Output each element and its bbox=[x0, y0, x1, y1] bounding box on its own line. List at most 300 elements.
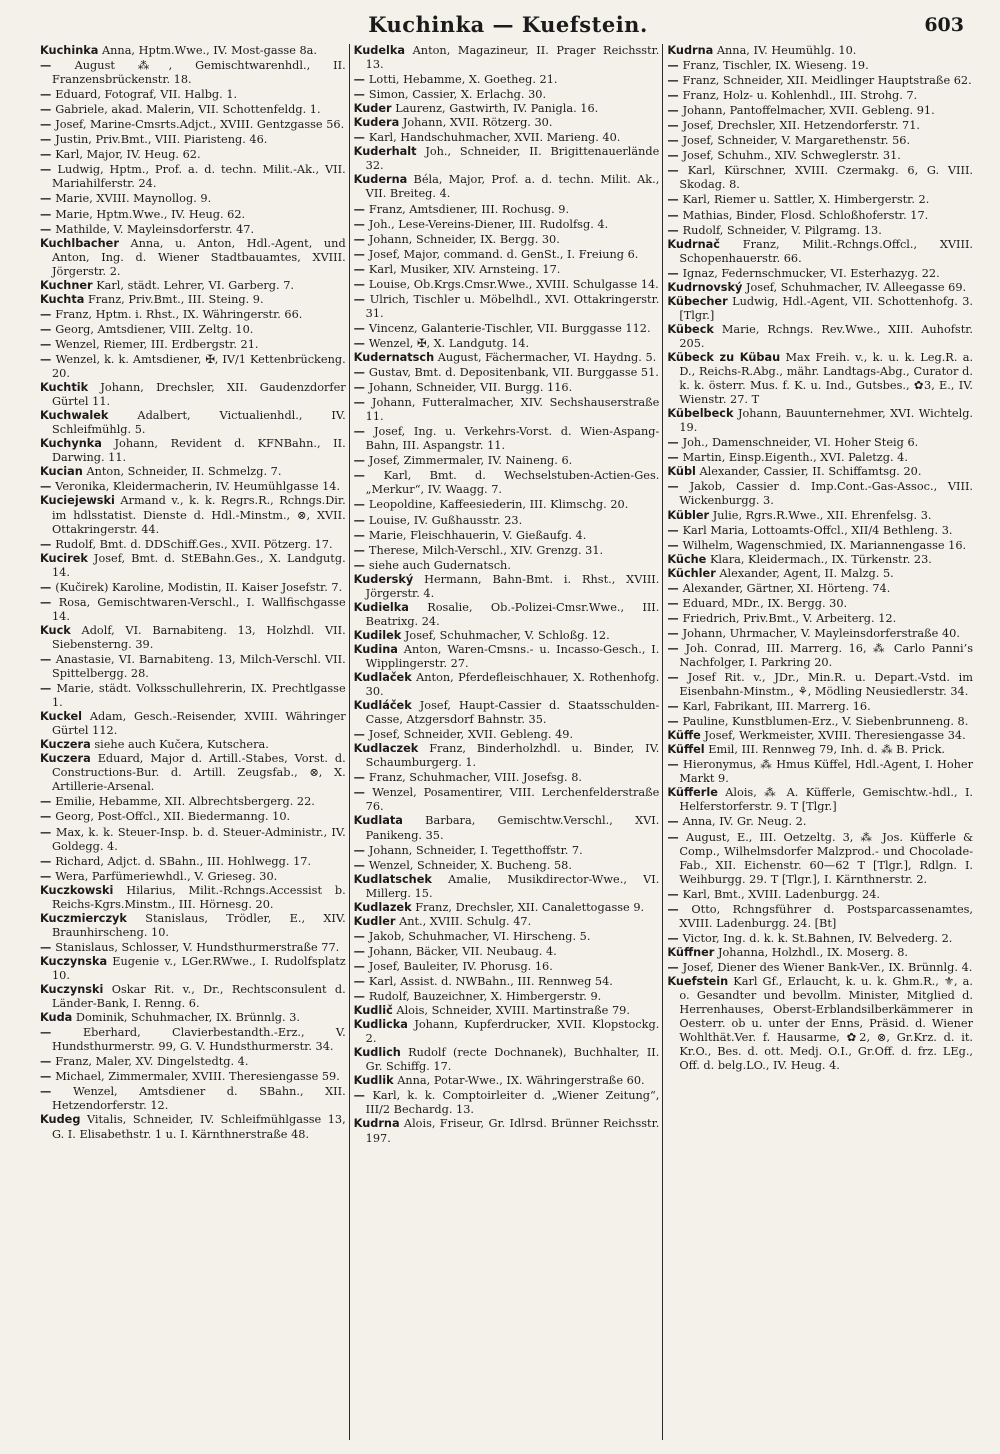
directory-entry bbox=[354, 395, 660, 424]
directory-entry bbox=[40, 552, 346, 580]
entry-details: Josef, Major, command. d. GenSt., I. Freiung 6. bbox=[368, 247, 639, 261]
directory-entry bbox=[354, 543, 660, 558]
entry-surname: Kudlata bbox=[353, 814, 403, 828]
entry-continuation-dash: — bbox=[353, 727, 369, 742]
directory-entry bbox=[667, 465, 973, 479]
directory-entry bbox=[667, 902, 973, 931]
entry-surname: Kuczera bbox=[40, 738, 91, 752]
entry-surname: Kudler bbox=[353, 914, 396, 928]
entry-details: Johann, Pantoffelmacher, XVII. Gebleng. 91. bbox=[682, 104, 935, 118]
entry-details: Marie, Fleischhauerin, V. Gießaufg. 4. bbox=[368, 528, 587, 542]
entry-details: siehe auch Gudernatsch. bbox=[368, 558, 511, 572]
entry-continuation-dash: — bbox=[667, 192, 683, 207]
entry-details: Franz, Maler, XV. Dingelstedtg. 4. bbox=[55, 1055, 249, 1069]
entry-details: Josef, Bmt. d. StEBahn.Ges., X. Landgutg. 14. bbox=[52, 551, 346, 579]
entry-surname: Kuck bbox=[40, 623, 71, 637]
entry-surname: Kudrnovský bbox=[667, 280, 743, 294]
directory-entry bbox=[40, 465, 346, 479]
directory-entry bbox=[354, 365, 660, 380]
entry-details: Josef, Werkmeister, XVIII. Theresiengasse 34. bbox=[704, 729, 966, 743]
entry-details: Johanna, Holzhdl., IX. Moserg. 8. bbox=[717, 945, 909, 959]
entry-details: Karl Gf., Erlaucht, k. u. k. Ghm.R., ⚜, a. o. Gesandter und bevollm. Minister, Mitglied d. Herrenhauses, Oberst-Erblandsilberkämmerer in Oesterr. ob u. unter der Enns, Präsid. d. Wiener Wohlthät.Ver. f. Hausarme, ✿2, ⊗, Gr.Krz. d. it. Kr.O., Bes. d. ott. Medj. O.I., Gr.Off. d. frz. LEg., Off. d. belg.LO., IV. Heug. 4. bbox=[679, 975, 974, 1073]
entry-details: Johann, Kupferdrucker, XVII. Klopstockg. 2. bbox=[365, 1018, 660, 1046]
entry-surname: Kudilek bbox=[353, 628, 402, 642]
directory-entry bbox=[354, 944, 660, 959]
directory-entry bbox=[667, 266, 973, 281]
entry-details: Wilhelm, Wagenschmied, IX. Mariannengasse 16. bbox=[682, 538, 967, 552]
directory-entry bbox=[354, 1117, 660, 1145]
entry-details: Adolf, VI. Barnabiteng. 13, Holzhdl. VII. Siebensterng. 39. bbox=[52, 623, 346, 651]
directory-entry bbox=[40, 437, 346, 465]
directory-entry bbox=[667, 73, 973, 88]
entry-details: Anna, IV. Heumühlg. 10. bbox=[716, 44, 857, 57]
entry-surname: Kudrna bbox=[667, 44, 714, 57]
entry-continuation-dash: — bbox=[667, 265, 683, 280]
entry-continuation-dash: — bbox=[40, 536, 56, 551]
directory-entry bbox=[667, 223, 973, 238]
directory-entry bbox=[354, 424, 660, 453]
directory-entry bbox=[667, 281, 973, 295]
entry-continuation-dash: — bbox=[40, 306, 56, 321]
entry-continuation-dash: — bbox=[667, 522, 683, 537]
entry-continuation-dash: — bbox=[667, 148, 683, 163]
directory-entry bbox=[354, 513, 660, 528]
directory-entry bbox=[354, 351, 660, 365]
directory-entry bbox=[40, 191, 346, 206]
entry-surname: Kübeck zu Kübau bbox=[667, 350, 781, 364]
entry-details: Amalie, Musikdirector-Wwe., VI. Millerg. 15. bbox=[365, 872, 660, 900]
entry-surname: Kübler bbox=[667, 508, 710, 522]
entry-continuation-dash: — bbox=[40, 117, 56, 132]
entry-continuation-dash: — bbox=[40, 809, 56, 824]
entry-details: Johann, Drechsler, XII. Gaudenzdorfer Gürtel 11. bbox=[52, 381, 346, 409]
entry-details: Vitalis, Schneider, IV. Schleifmühlgasse 13, G. I. Elisabethstr. 1 u. I. Kärnthnerstraße 48. bbox=[52, 1113, 346, 1141]
entry-surname: Küchler bbox=[667, 566, 716, 580]
entry-continuation-dash: — bbox=[353, 943, 369, 958]
entry-details: Laurenz, Gastwirth, IV. Panigla. 16. bbox=[395, 102, 599, 116]
directory-entry bbox=[354, 380, 660, 395]
directory-entry bbox=[667, 931, 973, 946]
directory-entry bbox=[40, 681, 346, 710]
entry-continuation-dash: — bbox=[667, 829, 687, 844]
directory-entry bbox=[354, 643, 660, 671]
entry-continuation-dash: — bbox=[353, 785, 373, 800]
entry-continuation-dash: — bbox=[667, 435, 683, 450]
entry-continuation-dash: — bbox=[40, 479, 56, 494]
directory-entry bbox=[40, 825, 346, 854]
entry-surname: Kudlicka bbox=[353, 1018, 408, 1032]
directory-entry bbox=[40, 1084, 346, 1113]
entry-continuation-dash: — bbox=[353, 320, 369, 335]
directory-entry bbox=[354, 1074, 660, 1088]
entry-continuation-dash: — bbox=[353, 72, 369, 87]
directory-entry bbox=[40, 854, 346, 869]
directory-entry bbox=[40, 117, 346, 132]
entry-details: Eberhard, Clavierbestandth.-Erz., V. Hundsthurmerstr. 99, G. V. Hundsthurmerstr. 34. bbox=[52, 1026, 346, 1054]
directory-entry bbox=[354, 1018, 660, 1046]
directory-entry bbox=[40, 1069, 346, 1084]
entry-details: Josef, Schuhm., XIV. Schweglerstr. 31. bbox=[682, 149, 901, 163]
entry-details: Friedrich, Priv.Bmt., V. Arbeiterg. 12. bbox=[682, 611, 897, 625]
entry-continuation-dash: — bbox=[353, 395, 372, 410]
entry-details: Karl, Handschuhmacher, XVII. Marieng. 40. bbox=[368, 131, 621, 145]
directory-entry bbox=[354, 217, 660, 232]
entry-continuation-dash: — bbox=[667, 580, 683, 595]
entry-continuation-dash: — bbox=[353, 216, 369, 231]
directory-entry bbox=[667, 238, 973, 266]
directory-entry bbox=[40, 983, 346, 1011]
entry-details: Karl, Assist. d. NWBahn., III. Rennweg 54. bbox=[368, 975, 613, 988]
entry-surname: Kuderský bbox=[353, 572, 414, 586]
directory-entry bbox=[667, 714, 973, 729]
entry-details: Max Freih. v., k. u. k. Leg.R. a. D., Reichs-R.Abg., mähr. Landtags-Abg., Curator d. k. k. österr. Mus. f. K. u. Ind., Gutsbes., ✿3, E., IV. Wienstr. 27. T bbox=[679, 350, 974, 407]
entry-continuation-dash: — bbox=[353, 276, 369, 291]
entry-details: Barbara, Gemischtw.Verschl., XVI. Panikeng. 35. bbox=[365, 814, 660, 842]
entry-surname: Kudina bbox=[353, 642, 398, 656]
directory-entry bbox=[667, 960, 973, 975]
directory-entry bbox=[667, 670, 973, 699]
directory-entry bbox=[354, 262, 660, 277]
entry-details: Joh., Damenschneider, VI. Hoher Steig 6. bbox=[682, 436, 919, 450]
directory-entry bbox=[40, 710, 346, 738]
entry-continuation-dash: — bbox=[353, 453, 369, 468]
entry-details: Adam, Gesch.-Reisender, XVIII. Währinger Gürtel 112. bbox=[52, 710, 346, 738]
entry-details: Franz, Binderholzhdl. u. Binder, IV. Schaumburgerg. 1. bbox=[365, 742, 660, 770]
directory-entry bbox=[40, 1011, 346, 1025]
entry-details: Ludwig, Hdl.-Agent, VII. Schottenhofg. 3. [Tlgr.] bbox=[679, 294, 974, 322]
directory-entry bbox=[667, 509, 973, 523]
entry-continuation-dash: — bbox=[40, 147, 56, 162]
directory-entry bbox=[667, 757, 973, 786]
directory-entry bbox=[667, 44, 973, 58]
directory-entry bbox=[667, 581, 973, 596]
entry-surname: Kudera bbox=[353, 116, 400, 130]
entry-details: Eugenie v., LGer.RWwe., I. Rudolfsplatz 10. bbox=[52, 954, 346, 982]
entry-details: Wenzel, Schneider, X. Bucheng. 58. bbox=[368, 858, 572, 872]
entry-continuation-dash: — bbox=[353, 842, 369, 857]
entry-surname: Kudlik bbox=[353, 1074, 394, 1088]
directory-entry bbox=[40, 940, 346, 955]
entry-details: Louise, IV. Gußhausstr. 23. bbox=[368, 513, 523, 527]
directory-entry bbox=[354, 901, 660, 915]
entry-details: Johann, Futteralmacher, XIV. Sechshauserstraße 11. bbox=[365, 396, 660, 424]
entry-continuation-dash: — bbox=[353, 291, 370, 306]
entry-details: Anna, IV. Gr. Neug. 2. bbox=[682, 815, 807, 829]
directory-entry bbox=[40, 147, 346, 162]
entry-details: Karl, Kürschner, XVIII. Czermakg. 6, G. VIII. Skodag. 8. bbox=[679, 164, 974, 192]
entry-details: Karl, Riemer u. Sattler, X. Himbergerstr. 2. bbox=[682, 193, 930, 207]
entry-surname: Küffel bbox=[667, 743, 705, 757]
entry-details: August ⁂, Gemischtwarenhdl., II. Franzensbrückenstr. 18. bbox=[52, 59, 346, 87]
entry-details: Joh., Lese-Vereins-Diener, III. Rudolfsg. 4. bbox=[368, 217, 609, 231]
entry-details: Josef, Bauleiter, IV. Phorusg. 16. bbox=[368, 959, 553, 973]
entry-surname: Kübecher bbox=[667, 294, 728, 308]
directory-entry bbox=[667, 553, 973, 567]
entry-details: Ignaz, Federnschmucker, VI. Esterhazyg. 22. bbox=[682, 266, 940, 280]
directory-entry bbox=[667, 323, 973, 351]
entry-details: Anna, Potar-Wwe., IX. Währingerstraße 60. bbox=[397, 1074, 645, 1088]
directory-entry bbox=[40, 58, 346, 87]
entry-continuation-dash: — bbox=[40, 681, 57, 696]
entry-details: Julie, Rgrs.R.Wwe., XII. Ehrenfelsg. 3. bbox=[712, 508, 932, 522]
entry-surname: Kuczynski bbox=[40, 983, 104, 997]
entry-continuation-dash: — bbox=[667, 714, 683, 729]
directory-entry bbox=[40, 352, 346, 381]
entry-continuation-dash: — bbox=[40, 336, 56, 351]
entry-surname: Kuczkowski bbox=[40, 883, 114, 897]
entry-surname: Kuckel bbox=[40, 710, 83, 724]
directory-entry bbox=[667, 699, 973, 714]
entry-details: Karl Maria, Lottoamts-Offcl., XII/4 Bethleng. 3. bbox=[682, 523, 953, 537]
entry-details: Johann, XVII. Rötzerg. 30. bbox=[402, 116, 553, 130]
directory-entry bbox=[667, 786, 973, 814]
directory-entry bbox=[667, 729, 973, 743]
entry-continuation-dash: — bbox=[353, 468, 384, 483]
directory-entry bbox=[354, 699, 660, 727]
entry-details: Emil, III. Rennweg 79, Inh. d. ⁂ B. Prick. bbox=[708, 743, 946, 757]
entry-continuation-dash: — bbox=[667, 959, 683, 974]
entry-details: Anastasie, VI. Barnabiteng. 13, Milch-Verschl. VII. Spittelbergg. 28. bbox=[52, 652, 346, 681]
entry-surname: Küfferle bbox=[667, 786, 718, 800]
directory-entry bbox=[667, 407, 973, 435]
directory-entry bbox=[40, 87, 346, 102]
entry-details: Josef, Ing. u. Verkehrs-Vorst. d. Wien-Aspang-Bahn, III. Aspangstr. 11. bbox=[365, 425, 660, 453]
entry-continuation-dash: — bbox=[667, 901, 692, 916]
directory-entry bbox=[667, 626, 973, 641]
directory-entry bbox=[40, 1054, 346, 1069]
entry-continuation-dash: — bbox=[667, 814, 683, 829]
directory-entry bbox=[354, 102, 660, 116]
entry-details: Karl, städt. Lehrer, VI. Garberg. 7. bbox=[96, 278, 294, 292]
entry-surname: Kudlaček bbox=[353, 671, 412, 685]
entry-continuation-dash: — bbox=[353, 246, 369, 261]
entry-details: Franz, Tischler, IX. Wieseng. 19. bbox=[682, 59, 869, 73]
directory-entry bbox=[40, 537, 346, 552]
entry-details: Eduard, MDr., IX. Bergg. 30. bbox=[682, 596, 848, 610]
entry-continuation-dash: — bbox=[353, 557, 369, 572]
directory-entry bbox=[667, 479, 973, 508]
entry-details: Louise, Ob.Krgs.Cmsr.Wwe., XVIII. Schulgasse 14. bbox=[368, 277, 659, 291]
column-left bbox=[40, 44, 349, 1440]
entry-details: Otto, Rchngsführer d. Postsparcassenamtes, XVIII. Ladenburgg. 24. [Bt] bbox=[679, 902, 974, 930]
entry-details: Josef, Drechsler, XII. Hetzendorferstr. 71. bbox=[682, 119, 921, 133]
entry-details: Alexander, Cassier, II. Schiffamtsg. 20. bbox=[699, 465, 922, 479]
entry-details: Pauline, Kunstblumen-Erz., V. Siebenbrunneng. 8. bbox=[682, 715, 969, 729]
entry-details: Therese, Milch-Verschl., XIV. Grenzg. 31. bbox=[368, 543, 604, 557]
directory-entry bbox=[40, 794, 346, 809]
entry-continuation-dash: — bbox=[353, 424, 374, 439]
entry-continuation-dash: — bbox=[667, 479, 690, 494]
entry-details: Hilarius, Milit.-Rchngs.Accessist b. Reichs-Kgrs.Minstm., III. Hörnesg. 20. bbox=[52, 883, 346, 911]
entry-surname: Kuciejewski bbox=[40, 494, 115, 508]
entry-continuation-dash: — bbox=[667, 610, 683, 625]
directory-entry bbox=[354, 1046, 660, 1074]
entry-continuation-dash: — bbox=[40, 579, 56, 594]
entry-details: Vincenz, Galanterie-Tischler, VII. Burggasse 112. bbox=[368, 321, 651, 335]
directory-entry bbox=[354, 814, 660, 842]
entry-details: Martin, Einsp.Eigenth., XVI. Paletzg. 4. bbox=[682, 451, 908, 465]
directory-entry bbox=[40, 162, 346, 191]
entry-continuation-dash: — bbox=[40, 651, 56, 666]
entry-surname: Kudláček bbox=[353, 699, 412, 713]
directory-entry bbox=[40, 580, 346, 595]
entry-continuation-dash: — bbox=[667, 88, 683, 103]
entry-details: Anton, Waren-Cmsns.- u. Incasso-Gesch., I. Wipplingerstr. 27. bbox=[365, 642, 660, 670]
directory-entry bbox=[40, 884, 346, 912]
directory-entry bbox=[40, 809, 346, 824]
entry-continuation-dash: — bbox=[353, 928, 369, 943]
entry-continuation-dash: — bbox=[667, 207, 683, 222]
entry-continuation-dash: — bbox=[667, 118, 683, 133]
directory-entry bbox=[40, 955, 346, 983]
entry-details: Josef, Haupt-Cassier d. Staatsschulden-Casse, Atzgersdorf Bahnstr. 35. bbox=[365, 699, 660, 727]
directory-entry bbox=[40, 479, 346, 494]
entry-surname: Kübeck bbox=[667, 322, 714, 336]
entry-details: Anton, Pferdefleischhauer, X. Rothenhofg. 30. bbox=[365, 671, 660, 699]
entry-continuation-dash: — bbox=[40, 58, 75, 73]
entry-surname: Kuchynka bbox=[40, 437, 102, 451]
directory-entry bbox=[667, 192, 973, 207]
entry-details: Rudolf (recte Dochnanek), Buchhalter, II. Gr. Schiffg. 17. bbox=[365, 1046, 660, 1074]
entry-surname: Kudlazek bbox=[353, 900, 412, 914]
directory-entry bbox=[40, 337, 346, 352]
directory-entry bbox=[40, 207, 346, 222]
entry-surname: Kuchinka bbox=[40, 44, 99, 57]
entry-surname: Kuczera bbox=[40, 752, 91, 766]
entry-details: Rudolf, Bmt. d. DDSchiff.Ges., XVII. Pötzerg. 17. bbox=[55, 537, 333, 551]
entry-surname: Kuefstein bbox=[667, 975, 729, 988]
entry-details: Franz, Milit.-Rchngs.Offcl., XVIII. Schopenhauerstr. 66. bbox=[679, 237, 974, 265]
entry-details: Johann, Schneider, I. Tegetthoffstr. 7. bbox=[368, 843, 583, 857]
entry-surname: Kuderhalt bbox=[353, 145, 417, 159]
directory-entry bbox=[354, 671, 660, 699]
directory-entry bbox=[40, 409, 346, 437]
entry-details: Franz, Drechsler, XII. Canalettogasse 9. bbox=[415, 900, 645, 914]
entry-details: Franz, Schneider, XII. Meidlinger Hauptstraße 62. bbox=[682, 74, 972, 88]
entry-details: Joh. Conrad, III. Marrerg. 16, ⁂ Carlo Panni’s Nachfolger, I. Parkring 20. bbox=[679, 641, 974, 669]
entry-details: Karl, Bmt., XVIII. Ladenburgg. 24. bbox=[682, 887, 880, 901]
directory-entry bbox=[354, 873, 660, 901]
entry-continuation-dash: — bbox=[667, 640, 686, 655]
directory-entry bbox=[354, 959, 660, 974]
directory-entry bbox=[354, 336, 660, 351]
directory-entry bbox=[354, 1088, 660, 1117]
directory-entry bbox=[40, 102, 346, 117]
entry-continuation-dash: — bbox=[353, 87, 369, 102]
entry-continuation-dash: — bbox=[353, 857, 369, 872]
entry-details: Joh., Schneider, II. Brigittenauerlände 32. bbox=[365, 145, 660, 173]
directory-entry bbox=[40, 293, 346, 307]
entry-details: Ulrich, Tischler u. Möbelhdl., XVI. Ottakringerstr. 31. bbox=[365, 292, 660, 320]
directory-entry bbox=[354, 785, 660, 814]
entry-details: Johann, Uhrmacher, V. Mayleinsdorferstraße 40. bbox=[682, 626, 960, 640]
directory-entry bbox=[354, 528, 660, 543]
entry-details: Georg, Amtsdiener, VIII. Zeltg. 10. bbox=[55, 322, 254, 336]
directory-entry bbox=[354, 130, 660, 145]
directory-entry bbox=[40, 132, 346, 147]
entry-details: Johann, Bäcker, VII. Neubaug. 4. bbox=[368, 944, 557, 958]
entry-details: August, Fächermacher, VI. Haydng. 5. bbox=[437, 350, 657, 364]
entry-continuation-dash: — bbox=[667, 103, 683, 118]
entry-surname: Kudrna bbox=[353, 1117, 400, 1131]
entry-continuation-dash: — bbox=[353, 527, 369, 542]
entry-details: Franz, Holz- u. Kohlenhdl., III. Strohg. 7. bbox=[682, 89, 918, 103]
directory-entry bbox=[354, 87, 660, 102]
entry-continuation-dash: — bbox=[40, 853, 56, 868]
entry-details: Dominik, Schuhmacher, IX. Brünnlg. 3. bbox=[75, 1011, 300, 1025]
entry-surname: Kuchner bbox=[40, 278, 93, 292]
entry-continuation-dash: — bbox=[40, 1069, 56, 1084]
directory-entry bbox=[40, 1025, 346, 1054]
directory-entry bbox=[354, 321, 660, 336]
entry-continuation-dash: — bbox=[40, 132, 56, 147]
directory-entry bbox=[354, 843, 660, 858]
entry-continuation-dash: — bbox=[667, 886, 683, 901]
entry-details: Victor, Ing. d. k. k. St.Bahnen, IV. Belvederg. 2. bbox=[682, 931, 953, 945]
entry-continuation-dash: — bbox=[667, 537, 683, 552]
running-head-title: Kuchinka — Kuefstein. bbox=[368, 12, 648, 37]
entry-details: Franz, Priv.Bmt., III. Steing. 9. bbox=[87, 292, 264, 306]
entry-details: Karl, Bmt. d. Wechselstuben-Actien-Ges. „Merkur“, IV. Waagg. 7. bbox=[365, 469, 660, 497]
directory-entry bbox=[667, 450, 973, 465]
entry-details: Josef, Schuhmacher, IV. Alleegasse 69. bbox=[745, 280, 967, 294]
entry-details: (Kučirek) Karoline, Modistin, II. Kaiser Josefstr. 7. bbox=[55, 580, 343, 594]
entry-surname: Kübl bbox=[667, 465, 696, 479]
entry-continuation-dash: — bbox=[353, 512, 369, 527]
directory-entry bbox=[354, 44, 660, 72]
entry-details: Justin, Priv.Bmt., VIII. Piaristeng. 46. bbox=[55, 133, 268, 147]
entry-continuation-dash: — bbox=[353, 261, 369, 276]
entry-surname: Küffner bbox=[667, 945, 715, 959]
entry-details: Emilie, Hebamme, XII. Albrechtsbergerg. 22. bbox=[55, 795, 315, 809]
entry-continuation-dash: — bbox=[40, 1054, 56, 1069]
directory-entry bbox=[354, 497, 660, 512]
entry-surname: Kucian bbox=[40, 465, 83, 479]
directory-entry bbox=[667, 743, 973, 757]
directory-entry bbox=[667, 351, 973, 407]
entry-surname: Kuder bbox=[353, 102, 392, 116]
entry-continuation-dash: — bbox=[353, 497, 369, 512]
directory-entry bbox=[667, 118, 973, 133]
entry-details: siehe auch Kučera, Kutschera. bbox=[94, 738, 269, 752]
directory-entry bbox=[667, 641, 973, 670]
entry-continuation-dash: — bbox=[40, 87, 56, 102]
directory-entry bbox=[354, 453, 660, 468]
entry-details: Alois, Schneider, XVIII. Martinstraße 79. bbox=[396, 1004, 630, 1018]
directory-entry bbox=[667, 814, 973, 829]
directory-entry bbox=[667, 148, 973, 163]
entry-details: Veronika, Kleidermacherin, IV. Heumühlgasse 14. bbox=[55, 480, 341, 494]
entry-continuation-dash: — bbox=[667, 163, 688, 178]
entry-surname: Kübelbeck bbox=[667, 407, 734, 421]
entry-continuation-dash: — bbox=[667, 73, 683, 88]
entry-details: Jakob, Cassier d. Imp.Cont.-Gas-Assoc., VIII. Wickenburgg. 3. bbox=[679, 480, 974, 508]
entry-details: Alois, ⁂ A. Küfferle, Gemischtw.-hdl., I. Helferstorferstr. 9. T [Tlgr.] bbox=[679, 786, 974, 814]
directory-entry bbox=[354, 858, 660, 873]
entry-continuation-dash: — bbox=[667, 133, 683, 148]
entry-details: Ludwig, Hptm., Prof. a. d. techn. Milit.-Ak., VII. Mariahilferstr. 24. bbox=[52, 163, 346, 191]
entry-details: Karl, k. k. Comptoirleiter d. „Wiener Zeitung“, III/2 Bechardg. 13. bbox=[365, 1089, 660, 1117]
entry-continuation-dash: — bbox=[667, 58, 683, 73]
entry-details: Franz, Schuhmacher, VIII. Josefsg. 8. bbox=[368, 771, 582, 785]
entry-details: Gabriele, akad. Malerin, VII. Schottenfeldg. 1. bbox=[55, 103, 321, 117]
entry-details: Franz, Amtsdiener, III. Rochusg. 9. bbox=[368, 202, 570, 216]
directory-entry bbox=[40, 869, 346, 884]
entry-continuation-dash: — bbox=[667, 625, 683, 640]
directory-entry bbox=[667, 523, 973, 538]
directory-entry bbox=[354, 145, 660, 173]
directory-entry bbox=[354, 468, 660, 497]
